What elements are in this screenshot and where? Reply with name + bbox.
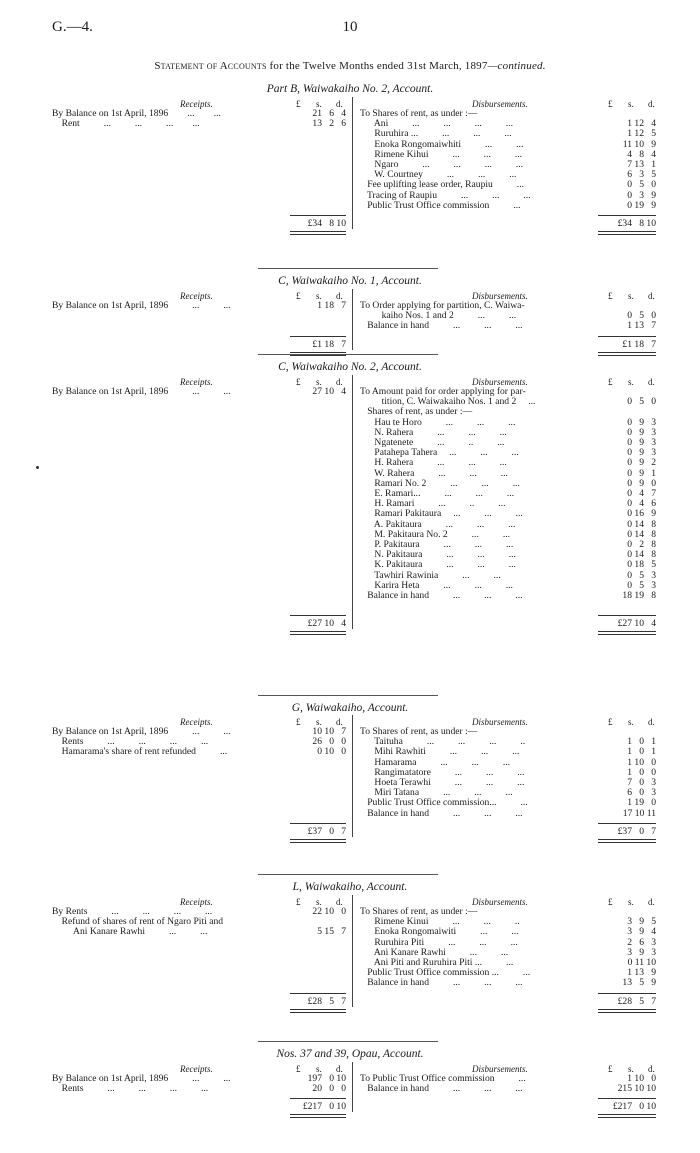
disbursement-line: Public Trust Office commission ... (360, 200, 521, 211)
disbursement-amount: 1 12 4 (627, 118, 656, 130)
disb-col-d: d. (648, 377, 655, 387)
disbursement-amount: 0 5 0 (627, 396, 656, 408)
disbursement-line: Hoeta Terawhi ... ... ... (360, 778, 525, 788)
disbursements-total: £34 8 10 (617, 218, 656, 229)
receipt-line: Rents ... ... ... ... (52, 737, 209, 748)
disbursement-amount: 6 0 3 (627, 787, 656, 799)
receipts-col-d: d. (336, 717, 343, 727)
disbursement-amount: 0 16 9 (627, 508, 656, 520)
disbursement-line: Public Trust Office commission ... ... (360, 968, 531, 979)
disbursement-line: Rimene Kihui ... ... ... (360, 149, 523, 160)
disbursements-total-rule (598, 1098, 656, 1099)
disb-col-pound: £ (608, 717, 613, 727)
disbursement-line: Taituha ... ... ... .. (360, 737, 526, 748)
disbursement-line: H. Rahera ... ... ... (360, 458, 507, 469)
disbursements-total-rule (598, 615, 656, 616)
title-prefix: Statement of Accounts (154, 60, 267, 72)
column-divider (352, 375, 353, 629)
disbursement-line: N. Pakitaura ... ... ... (360, 550, 516, 561)
disbursement-amount: 0 9 3 (627, 416, 656, 428)
disb-col-d: d. (648, 897, 655, 907)
disbursement-amount: 18 19 8 (622, 590, 656, 601)
receipts-col-d: d. (336, 1064, 343, 1074)
disbursement-amount: 0 5 3 (627, 569, 656, 581)
receipts-total: £37 0 7 (307, 825, 346, 837)
account-title: G, Waiwakaiho, Account. (291, 702, 409, 714)
receipt-amount: 20 0 0 (312, 1083, 346, 1095)
receipts-col-d: d. (336, 291, 343, 301)
receipt-amount: 5 15 7 (317, 926, 346, 938)
disbursement-line: To Shares of rent, as under :— (360, 109, 478, 119)
receipts-col-pound: £ (296, 1064, 301, 1074)
disbursement-line: To Public Trust Office commission ... (360, 1074, 526, 1084)
section-separator (258, 874, 438, 875)
disbursement-line: W. Courtney ... ... ... (360, 170, 517, 181)
disbursement-amount: 0 11 10 (627, 957, 656, 968)
disbursement-line: Ruruhira Piti ... ... ... (360, 937, 518, 948)
disbursements-heading: Disbursements. (472, 377, 528, 387)
disb-col-s: s. (628, 1064, 634, 1074)
disbursement-amount: 0 14 8 (627, 528, 656, 540)
disbursement-amount: 3 9 5 (627, 916, 656, 928)
receipt-amount: 10 10 7 (312, 726, 346, 737)
receipts-col-s: s. (316, 377, 322, 387)
receipt-line: By Balance on 1st April, 1896 ... ... (52, 387, 231, 397)
receipts-heading: Receipts. (180, 717, 213, 727)
disbursement-line: Enoka Rongomaiwiti ... ... (360, 927, 519, 938)
disbursement-amount: 11 10 9 (622, 138, 656, 150)
disbursement-amount: 0 18 5 (627, 559, 656, 571)
receipts-total: £27 10 4 (307, 618, 346, 630)
disbursement-amount: 0 9 0 (627, 477, 656, 489)
receipt-amount: 21 6 4 (312, 108, 346, 119)
column-divider (352, 715, 353, 837)
receipts-col-d: d. (336, 897, 343, 907)
disbursement-amount: 1 0 0 (627, 766, 656, 778)
disbursement-line: Ramari No. 2 ... ... ... (360, 478, 520, 489)
disbursement-line: Karira Heta ... ... ... (360, 580, 513, 591)
receipts-col-s: s. (316, 291, 322, 301)
disbursement-amount: 3 9 4 (627, 926, 656, 938)
disbursement-amount: 6 3 5 (627, 169, 656, 181)
statement-title (0, 61, 700, 71)
disbursement-line: M. Pakitaura No. 2 ... ... (360, 529, 511, 540)
disb-col-d: d. (648, 717, 655, 727)
receipt-line: Hamarama's share of rent refunded ... (52, 747, 228, 758)
receipts-total-rule (290, 823, 346, 824)
receipt-line: By Balance on 1st April, 1896 ... ... (52, 109, 221, 119)
receipts-col-pound: £ (296, 99, 301, 109)
column-divider (352, 97, 353, 229)
receipts-col-s: s. (316, 1064, 322, 1074)
receipts-total-rule (290, 615, 346, 616)
receipts-total-rule (290, 215, 346, 216)
disbursement-line: Hau te Horo ... ... ... (360, 417, 516, 428)
disbursement-line: P. Pakitaura ... ... ... (360, 540, 514, 550)
disb-col-s: s. (628, 377, 634, 387)
title-middle: for the Twelve Months ended 31st March, 1897 (266, 60, 488, 72)
disbursement-amount: 0 9 3 (627, 437, 656, 448)
disbursement-line: A. Pakitaura ... ... ... (360, 519, 516, 530)
receipts-col-s: s. (316, 99, 322, 109)
disbursement-line: Ramari Pakitaura ... ... ... (360, 509, 523, 520)
disbursement-amount: 1 13 7 (627, 320, 656, 332)
receipts-total: £28 5 7 (307, 995, 346, 1007)
disbursement-amount: 1 0 1 (627, 736, 656, 748)
receipts-total-rule (290, 336, 346, 337)
disbursements-total-rule (598, 215, 656, 216)
disbursement-amount: 0 9 3 (627, 447, 656, 459)
receipts-heading: Receipts. (180, 1064, 213, 1074)
page-number: 10 (342, 19, 358, 35)
disbursement-amount: 0 9 3 (627, 426, 656, 438)
receipts-col-s: s. (316, 717, 322, 727)
title-suffix: —continued. (487, 60, 546, 72)
disbursement-line: Ruruhira ... ... ... ... (360, 129, 512, 140)
receipts-total: £34 8 10 (307, 218, 346, 229)
disbursement-amount: 17 10 11 (622, 807, 656, 819)
receipts-total-rule (290, 1098, 346, 1099)
disb-col-s: s. (628, 291, 634, 301)
disb-col-d: d. (648, 99, 655, 109)
disbursements-total: £1 18 7 (622, 338, 656, 350)
account-title: Part B, Waiwakaiho No. 2, Account. (266, 83, 434, 95)
disbursements-heading: Disbursements. (472, 99, 528, 109)
receipt-amount: 27 10 4 (312, 386, 346, 397)
disbursement-amount: 1 0 1 (627, 746, 656, 758)
receipts-double-rule (290, 1009, 346, 1013)
account-title: Nos. 37 and 39, Opau, Account. (276, 1048, 424, 1060)
disbursement-amount: 0 14 8 (627, 518, 656, 530)
disbursements-double-rule (598, 631, 656, 635)
disbursement-amount: 7 0 3 (627, 777, 656, 788)
disbursement-line: Ani ... ... ... ... (360, 119, 513, 130)
receipts-total: £1 18 7 (312, 338, 346, 350)
disbursements-double-rule (598, 1114, 656, 1118)
disbursement-amount: 1 10 0 (627, 756, 656, 768)
receipt-amount: 0 10 0 (317, 746, 346, 758)
disbursement-line: Tracing of Raupiu ... ... ... (360, 190, 531, 201)
receipts-total-rule (290, 993, 346, 994)
disbursement-line: Ani Kanare Rawhi ... ... (360, 947, 509, 958)
disbursement-line: Rimene Kinui ... ... .. (360, 917, 520, 928)
margin-mark (36, 466, 39, 469)
column-divider (352, 1062, 353, 1112)
receipt-line: Ani Kanare Rawhi ... ... (52, 927, 208, 938)
disb-col-d: d. (648, 291, 655, 301)
disbursement-amount: 0 4 7 (627, 488, 656, 499)
receipt-line: By Balance on 1st April, 1896 ... ... (52, 301, 231, 311)
receipts-heading: Receipts. (180, 291, 213, 301)
receipts-col-pound: £ (296, 377, 301, 387)
disbursement-amount: 1 10 0 (627, 1073, 656, 1084)
disbursement-line: tition, C. Waiwakaiho Nos. 1 and 2 ... (360, 397, 536, 408)
disbursement-amount: 13 5 9 (622, 977, 656, 989)
receipt-line: By Balance on 1st April, 1896 ... ... (52, 1074, 231, 1084)
disbursements-total-rule (598, 993, 656, 994)
receipt-amount: 197 0 10 (307, 1073, 346, 1084)
receipt-amount: 26 0 0 (312, 736, 346, 748)
disbursement-line: To Amount paid for order applying for par- (360, 387, 526, 397)
disbursement-line: N. Rahera ... ... ... (360, 427, 507, 438)
receipts-col-d: d. (336, 377, 343, 387)
disbursement-line: Balance in hand ... ... ... (360, 591, 523, 601)
disbursement-amount: 0 5 0 (627, 179, 656, 191)
column-divider (352, 895, 353, 1007)
report-code: G.—4. (52, 19, 93, 35)
receipt-line: By Balance on 1st April, 1896 ... ... (52, 727, 231, 737)
receipt-line: Rent ... ... ... ... (52, 119, 200, 130)
section-separator (258, 268, 438, 269)
disbursement-line: Tawhiri Rawinia ... ... (360, 570, 501, 581)
disbursement-line: To Shares of rent, as under :— (360, 727, 478, 737)
disbursement-amount: 1 13 9 (627, 967, 656, 979)
receipts-double-rule (290, 231, 346, 235)
receipts-double-rule (290, 631, 346, 635)
receipt-amount: 1 18 7 (317, 300, 346, 311)
section-separator (258, 695, 438, 696)
receipt-line: By Rents ... ... ... ... (52, 907, 213, 917)
disbursement-line: Fee uplifting lease order, Raupiu ... (360, 180, 525, 191)
receipt-line: Refund of shares of rent of Ngaro Piti and (52, 917, 224, 928)
disbursement-line: Balance in hand ... ... ... (360, 808, 523, 819)
column-divider (352, 289, 353, 350)
disbursements-heading: Disbursements. (472, 291, 528, 301)
receipt-amount: 22 10 0 (312, 906, 346, 917)
disbursement-line: Shares of rent, as under :— (360, 407, 473, 418)
disbursement-amount: 7 13 1 (627, 159, 656, 170)
disbursement-amount: 0 14 8 (627, 549, 656, 561)
disbursement-amount: 215 10 10 (617, 1083, 656, 1095)
disb-col-pound: £ (608, 291, 613, 301)
disb-col-pound: £ (608, 377, 613, 387)
disbursement-line: K. Pakitaura ... ... ... (360, 560, 516, 571)
disbursement-amount: 0 3 9 (627, 189, 656, 201)
disb-col-s: s. (628, 717, 634, 727)
disbursement-line: Mihi Rawhiti ... ... ... (360, 747, 520, 758)
section-separator (258, 1041, 438, 1042)
receipts-total: £217 0 10 (302, 1101, 346, 1113)
receipts-heading: Receipts. (180, 377, 213, 387)
disb-col-s: s. (628, 897, 634, 907)
disbursements-double-rule (598, 352, 656, 356)
disbursements-heading: Disbursements. (472, 717, 528, 727)
disbursements-total: £217 0 10 (612, 1101, 656, 1113)
disbursements-total-rule (598, 823, 656, 824)
disbursement-amount: 0 5 0 (627, 310, 656, 322)
disbursement-amount: 0 4 6 (627, 498, 656, 510)
receipts-heading: Receipts. (180, 897, 213, 907)
disbursement-line: Balance in hand ... ... ... (360, 321, 523, 332)
disb-col-pound: £ (608, 897, 613, 907)
disbursement-line: Enoka Rongomaiwhiti ... ... (360, 139, 524, 150)
disbursement-line: Ngaro ... ... ... ... (360, 160, 524, 170)
receipt-amount: 13 2 6 (312, 118, 346, 130)
receipts-heading: Receipts. (180, 99, 213, 109)
disbursements-total: £28 5 7 (617, 995, 656, 1007)
disbursement-amount: 1 19 0 (627, 797, 656, 809)
disbursement-amount: 2 6 3 (627, 936, 656, 948)
disbursement-line: Ngatenete ... .. ... (360, 438, 505, 448)
disbursement-line: To Shares of rent, as under :— (360, 907, 478, 917)
disbursements-total: £37 0 7 (617, 825, 656, 837)
disbursement-line: Ani Piti and Ruruhira Piti ... ... (360, 958, 514, 968)
receipts-double-rule (290, 1114, 346, 1118)
disbursement-line: E. Ramari... ... ... ... (360, 489, 515, 499)
disbursement-line: Miri Tatana ... ... ... (360, 788, 513, 799)
disb-col-pound: £ (608, 1064, 613, 1074)
disbursements-total: £27 10 4 (617, 618, 656, 630)
disbursement-line: Hamarama ... ... ... (360, 757, 511, 768)
disbursement-line: Balance in hand ... ... ... (360, 978, 523, 989)
disbursement-line: Rangimatatore ... ... ... (360, 767, 525, 778)
receipts-double-rule (290, 839, 346, 843)
disbursement-line: To Order applying for partition, C. Waiwa- (360, 301, 525, 311)
disb-col-pound: £ (608, 99, 613, 109)
disbursement-amount: 0 19 9 (627, 199, 656, 211)
receipts-col-pound: £ (296, 291, 301, 301)
disbursements-double-rule (598, 839, 656, 843)
disbursement-amount: 0 9 2 (627, 457, 656, 469)
account-title: C, Waiwakaiho No. 2, Account. (278, 361, 422, 373)
receipts-col-s: s. (316, 897, 322, 907)
disbursement-line: H. Ramari ... .. ... (360, 499, 506, 510)
disbursements-double-rule (598, 1009, 656, 1013)
receipts-col-pound: £ (296, 897, 301, 907)
disbursements-total-rule (598, 336, 656, 337)
disbursements-double-rule (598, 231, 656, 235)
disbursement-line: Balance in hand ... ... ... (360, 1084, 523, 1095)
disbursement-amount: 0 9 1 (627, 467, 656, 479)
disbursement-amount: 0 5 3 (627, 579, 656, 591)
section-separator (258, 354, 438, 355)
disbursement-amount: 4 8 4 (627, 148, 656, 160)
disbursement-amount: 0 2 8 (627, 539, 656, 550)
receipts-col-d: d. (336, 99, 343, 109)
disbursement-line: Public Trust Office commission... ... (360, 798, 528, 809)
receipt-line: Rents ... ... ... ... (52, 1084, 209, 1095)
receipts-col-pound: £ (296, 717, 301, 727)
disb-col-s: s. (628, 99, 634, 109)
disbursement-amount: 3 9 3 (627, 946, 656, 958)
disbursement-line: Patahepa Tahera ... ... ... (360, 448, 519, 459)
disb-col-d: d. (648, 1064, 655, 1074)
disbursement-line: kaiho Nos. 1 and 2 ... ... (360, 311, 517, 322)
account-title: L, Waiwakaiho, Account. (292, 881, 408, 893)
disbursement-amount: 1 12 5 (627, 128, 656, 140)
disbursement-line: W. Rahera ... ... ... (360, 468, 508, 479)
disbursements-heading: Disbursements. (472, 1064, 528, 1074)
account-title: C, Waiwakaiho No. 1, Account. (278, 275, 422, 287)
disbursements-heading: Disbursements. (472, 897, 528, 907)
